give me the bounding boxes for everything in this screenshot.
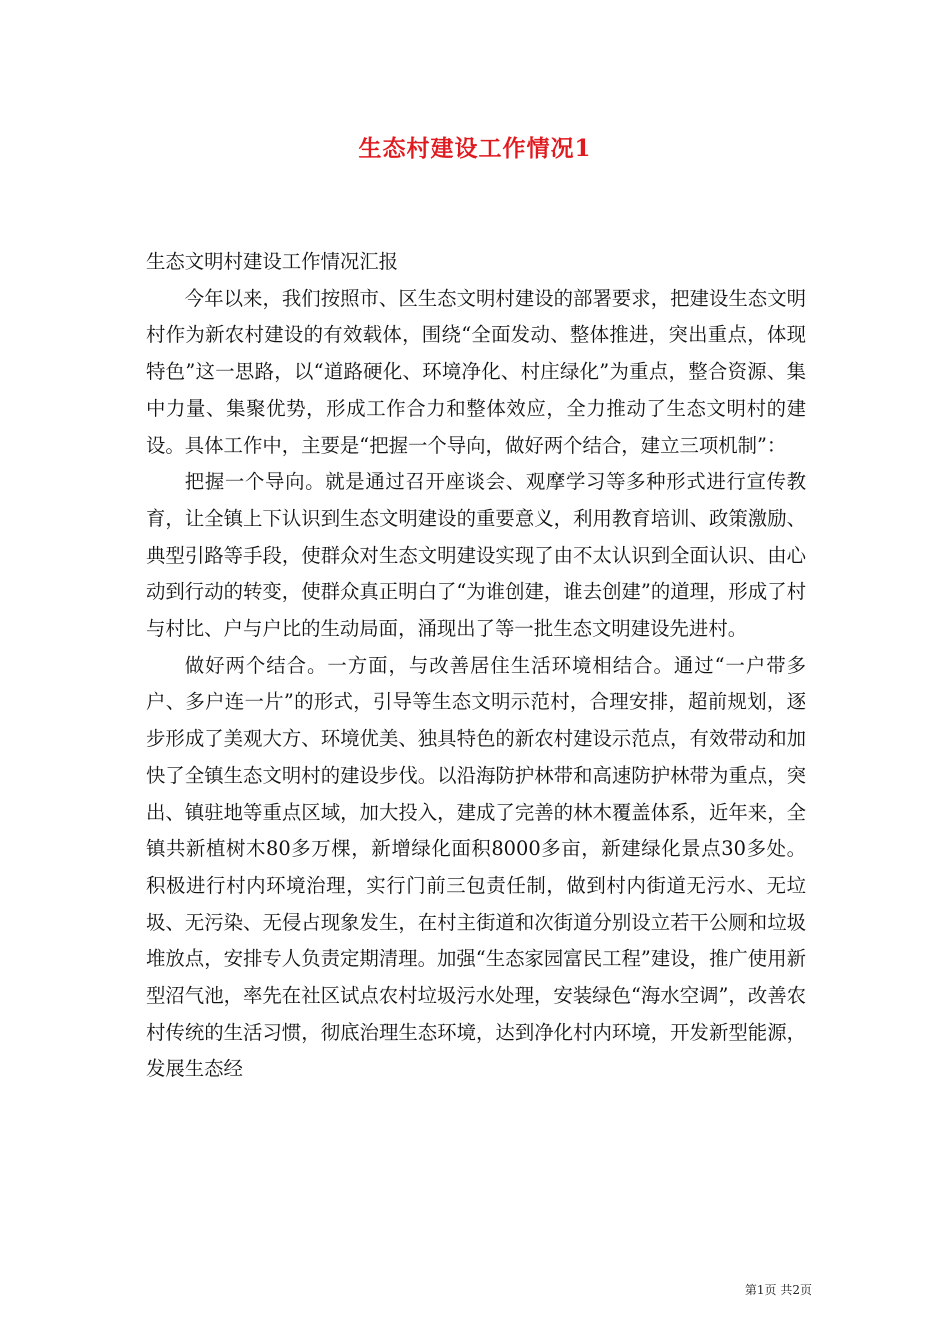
document-title: 生态村建设工作情况1: [358, 135, 592, 162]
paragraph-combination: 做好两个结合。一方面，与改善居住生活环境相结合。通过“一户带多户、多户连一片”的形式，引导等生态文明示范村，合理安排，超前规划，逐步形成了美观大方、环境优美、独具特色的新农村建设示范点，有效带动和加快了全镇生态文明村的建设步伐。以沿海防护林带和高速防护林带为重点，突出、镇驻地等重点区域，加大投入，建成了完善的林木覆盖体系，近年来，全镇共新植树木80多万棵，新增绿化面积8000多亩，新建绿化景点30多处。积极进行村内环境治理，实行门前三包责任制，做到村内街道无污水、无垃圾、无污染、无侵占现象发生，在村主街道和次街道分别设立若干公厕和垃圾堆放点，安排专人负责定期清理。加强“生态家园富民工程”建设，推广使用新型沼气池，率先在社区试点农村垃圾污水处理，安装绿色“海水空调”，改善农村传统的生活习惯，彻底治理生态环境，达到净化村内环境，开发新型能源，发展生态经: [146, 653, 806, 1081]
document-subtitle: 生态文明村建设工作情况汇报: [146, 250, 399, 273]
page-number-footer: 第1页 共2页: [744, 1283, 812, 1297]
paragraph-intro: 今年以来，我们按照市、区生态文明村建设的部署要求，把建设生态文明村作为新农村建设的有效载体，围绕“全面发动、整体推进，突出重点，体现特色”这一思路，以“道路硬化、环境净化、村庄绿化”为重点，整合资源、集中力量、集聚优势，形成工作合力和整体效应，全力推动了生态文明村的建设。具体工作中，主要是“把握一个导向，做好两个结合，建立三项机制”：: [146, 286, 806, 457]
document-body: [146, 244, 806, 1088]
paragraph-guidance: 把握一个导向。就是通过召开座谈会、观摩学习等多种形式进行宣传教育，让全镇上下认识到生态文明建设的重要意义，利用教育培训、政策激励、典型引路等手段，使群众对生态文明建设实现了由不太认识到全面认识、由心动到行动的转变，使群众真正明白了“为谁创建，谁去创建”的道理，形成了村与村比、户与户比的生动局面，涌现出了等一批生态文明建设先进村。: [146, 470, 806, 641]
